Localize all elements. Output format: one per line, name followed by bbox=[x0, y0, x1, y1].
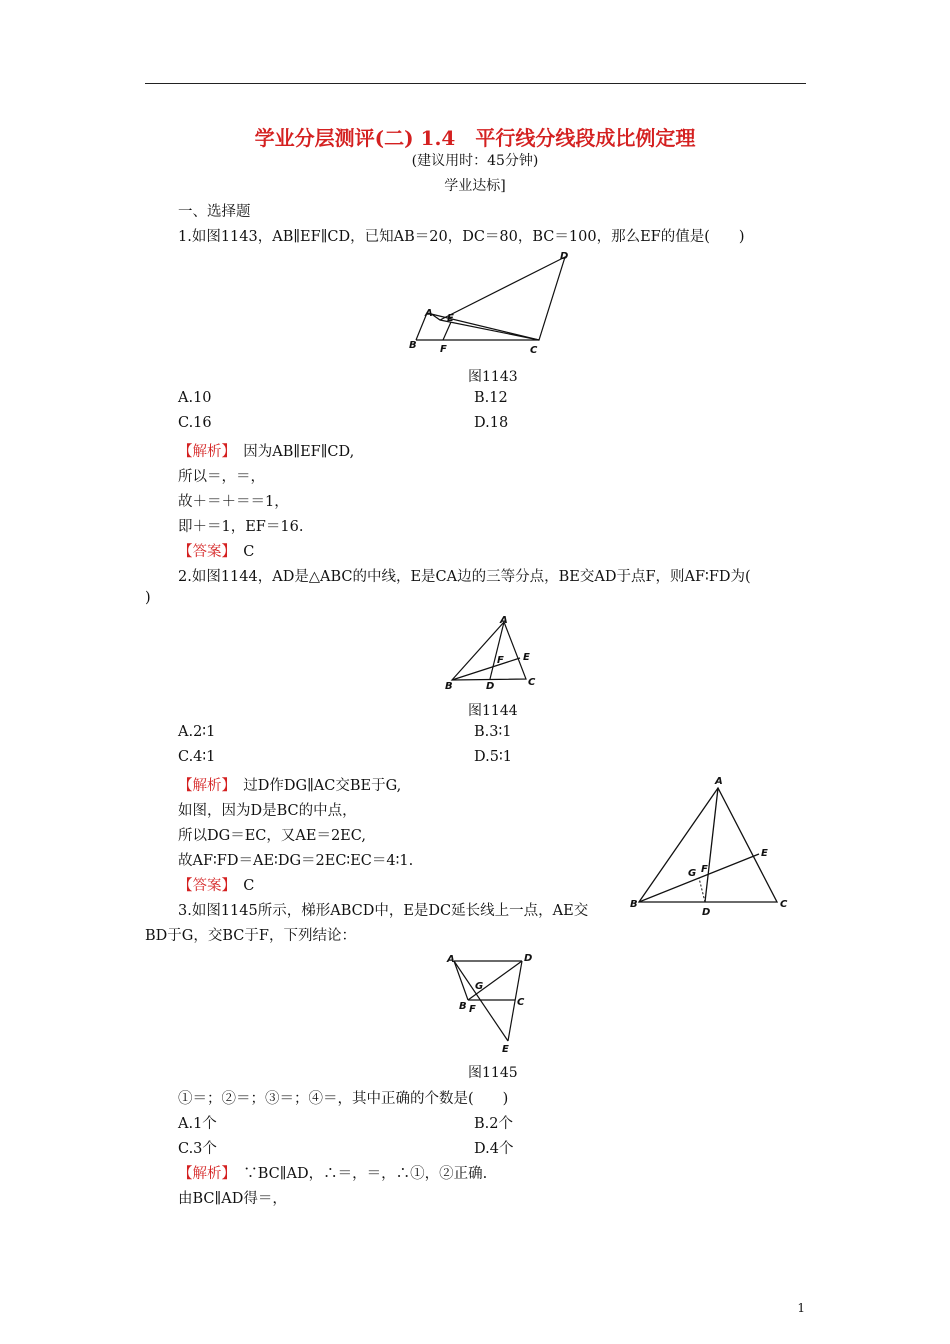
fig1145-label-d: D bbox=[524, 953, 533, 964]
q2-option-a: A.2∶1 bbox=[178, 724, 216, 740]
q1-analysis-line-4: 即＋＝1，EF＝16. bbox=[178, 519, 304, 535]
q1-analysis-tag: 【解析】 bbox=[178, 444, 229, 460]
fig1145-label-e: E bbox=[502, 1044, 509, 1055]
q3-option-a: A.1个 bbox=[178, 1116, 217, 1132]
fig1145-label-f: F bbox=[469, 1004, 476, 1015]
fig1144-label-f: F bbox=[497, 655, 504, 666]
fig1143-label-b: B bbox=[409, 340, 417, 351]
fig1144b-label-c: C bbox=[780, 899, 788, 910]
fig1144b-label-f: F bbox=[701, 864, 708, 875]
fig1144b-label-d: D bbox=[702, 907, 711, 918]
header-rule bbox=[145, 83, 806, 84]
fig1144-label-a: A bbox=[500, 615, 508, 626]
q1-stem: 1.如图1143，AB∥EF∥CD，已知AB＝20，DC＝80，BC＝100，那么EF的值是( ) bbox=[178, 229, 745, 245]
fig1143-caption: 图1143 bbox=[468, 369, 518, 385]
q2-analysis-line-3: 所以DG＝EC，又AE＝2EC, bbox=[178, 828, 366, 844]
section-header: 学业达标] bbox=[444, 178, 506, 194]
q1-answer-tag: 【答案】 bbox=[178, 544, 229, 560]
fig1144b-label-g: G bbox=[688, 868, 697, 879]
q1-option-d: D.18 bbox=[474, 415, 509, 431]
fig1143-label-a: A bbox=[425, 308, 433, 319]
fig1143-label-d: D bbox=[560, 251, 569, 262]
time-note: (建议用时：45分钟) bbox=[411, 153, 539, 169]
q2-option-c: C.4∶1 bbox=[178, 749, 216, 765]
page-number: 1 bbox=[797, 1301, 805, 1315]
q2-analysis-tag: 【解析】 bbox=[178, 778, 229, 794]
q3-option-c: C.3个 bbox=[178, 1141, 217, 1157]
q2-stem-line-2: ) bbox=[145, 590, 151, 606]
fig1145-caption: 图1145 bbox=[468, 1065, 518, 1081]
q2-stem-line-1: 2.如图1144，AD是△ABC的中线，E是CA边的三等分点，BE交AD于点F，则AF∶FD为( bbox=[178, 569, 751, 585]
q1-option-b: B.12 bbox=[474, 390, 508, 406]
fig1144b-label-e: E bbox=[761, 848, 768, 859]
q1-analysis-line-1: 【解析】 因为AB∥EF∥CD, bbox=[178, 444, 355, 460]
q2-answer: 【答案】 C bbox=[178, 878, 255, 894]
q3-option-d: D.4个 bbox=[474, 1141, 514, 1157]
q3-analysis-line-2: 由BC∥AD得＝， bbox=[178, 1191, 287, 1207]
fig1144-caption: 图1144 bbox=[468, 703, 518, 719]
q2-analysis-line-1: 【解析】 过D作DG∥AC交BE于G, bbox=[178, 778, 402, 794]
q3-stem-line-1: 3.如图1145所示，梯形ABCD中，E是DC延长线上一点，AE交 bbox=[178, 903, 589, 919]
page-title: 学业分层测评(二) 1.4 平行线分线段成比例定理 bbox=[254, 126, 696, 150]
fig1143-label-e: E bbox=[447, 313, 454, 324]
q3-stem-line-2: BD于G，交BC于F，下列结论： bbox=[145, 928, 356, 944]
q3-statements: ①＝；②＝；③＝；④＝，其中正确的个数是( ) bbox=[178, 1091, 509, 1107]
fig1145-label-a: A bbox=[447, 954, 455, 965]
q1-analysis-line-2: 所以＝，＝， bbox=[178, 469, 265, 485]
q2-option-b: B.3∶1 bbox=[474, 724, 512, 740]
q2-option-d: D.5∶1 bbox=[474, 749, 512, 765]
q3-analysis-line-1: 【解析】 ∵BC∥AD，∴＝，＝，∴①，②正确. bbox=[178, 1166, 488, 1182]
figure-1143 bbox=[405, 248, 580, 360]
fig1144-label-e: E bbox=[523, 652, 530, 663]
q1-analysis-line-3: 故＋＝＋＝＝1， bbox=[178, 494, 289, 510]
q1-option-c: C.16 bbox=[178, 415, 212, 431]
fig1144b-label-b: B bbox=[630, 899, 638, 910]
figure-1144 bbox=[440, 612, 545, 694]
figure-1145 bbox=[440, 945, 542, 1057]
section-one-heading: 一、选择题 bbox=[178, 204, 251, 220]
fig1145-label-b: B bbox=[459, 1001, 467, 1012]
q3-analysis-tag: 【解析】 bbox=[178, 1166, 229, 1182]
q2-analysis-line-4: 故AF∶FD＝AE∶DG＝2EC∶EC＝4∶1. bbox=[178, 853, 414, 869]
fig1144-label-c: C bbox=[528, 677, 536, 688]
fig1143-label-c: C bbox=[530, 345, 538, 356]
fig1145-label-g: G bbox=[475, 981, 484, 992]
q1-option-a: A.10 bbox=[178, 390, 212, 406]
q3-option-b: B.2个 bbox=[474, 1116, 513, 1132]
fig1145-label-c: C bbox=[517, 997, 525, 1008]
q2-analysis-line-2: 如图，因为D是BC的中点， bbox=[178, 803, 357, 819]
fig1144-label-b: B bbox=[445, 681, 453, 692]
fig1144-label-d: D bbox=[486, 681, 495, 692]
fig1143-label-f: F bbox=[440, 344, 447, 355]
q2-answer-tag: 【答案】 bbox=[178, 878, 229, 894]
q1-answer: 【答案】 C bbox=[178, 544, 255, 560]
figure-1144-construction bbox=[622, 768, 802, 920]
fig1144b-label-a: A bbox=[715, 776, 723, 787]
